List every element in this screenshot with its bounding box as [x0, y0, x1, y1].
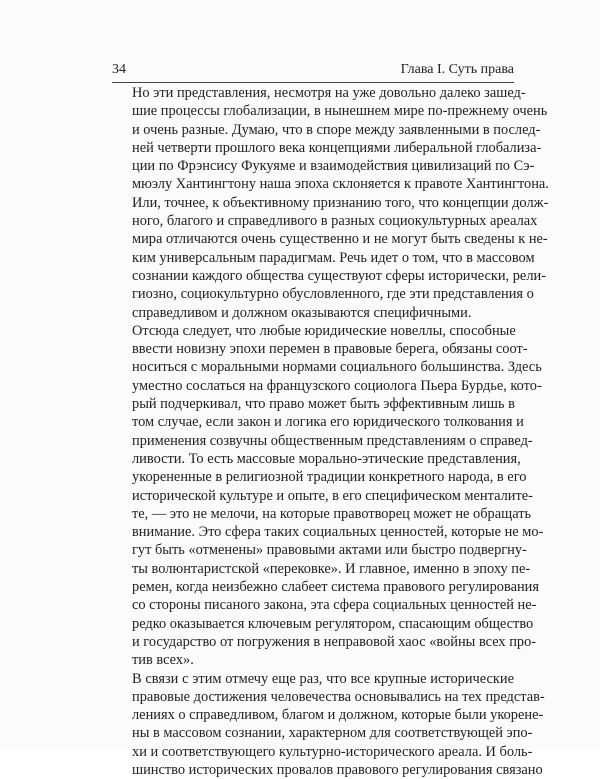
text-line: В связи с этим отмечу еще раз, что все крупные исторические [112, 670, 514, 688]
text-line: носиться с моральными нормами социального большинства. Здесь [112, 358, 514, 376]
text-line: со стороны писаного закона, эта сфера социальных ценностей не- [112, 596, 514, 614]
text-line: ты волюнтаристской «перековке». И главное, именно в эпоху пе- [112, 560, 514, 578]
text-line: Но эти представления, несмотря на уже довольно далеко зашед- [112, 84, 514, 102]
text-line: и государство от погружения в неправовой хаос «войны всех про- [112, 633, 514, 651]
page-header [112, 60, 514, 80]
text-line: мюэлу Хантингтону наша эпоха склоняется к правоте Хантингтона. [112, 175, 514, 193]
text-line: Или, точнее, к объективному признанию того, что концепции долж- [112, 194, 514, 212]
text-line: шие процессы глобализации, в нынешнем мире по-прежнему очень [112, 102, 514, 120]
text-line: ливости. То есть массовые морально-этические представления, [112, 450, 514, 468]
text-line: гиозно, социокультурно обусловленного, где эти представления о [112, 285, 514, 303]
text-line: сознании каждого общества существуют сферы исторически, рели- [112, 267, 514, 285]
text-line: и очень разные. Думаю, что в споре между заявленными в послед- [112, 121, 514, 139]
body-text [112, 84, 514, 779]
text-line: правовые достижения человечества основывались на тех представ- [112, 688, 514, 706]
text-line: ней четверти прошлого века концепциями либеральной глобализа- [112, 139, 514, 157]
text-line: редко оказывается ключевым регулятором, спасающим общество [112, 615, 514, 633]
text-line: внимание. Это сфера таких социальных ценностей, которые не мо- [112, 523, 514, 541]
running-head: Глава I. Суть права [401, 60, 514, 80]
text-line: справедливом и должном оказываются специфичными. [112, 304, 514, 322]
paragraph [112, 84, 514, 322]
text-line: мира отличаются очень существенно и не могут быть сведены к не- [112, 230, 514, 248]
text-line: тив всех». [112, 651, 514, 669]
text-line: том случае, если закон и логика его юридического толкования и [112, 413, 514, 431]
paragraph [112, 670, 514, 779]
page-number: 34 [112, 60, 126, 80]
text-line: рый подчеркивал, что право может быть эффективным лишь в [112, 395, 514, 413]
text-line: ремен, когда неизбежно слабеет система правового регулирования [112, 578, 514, 596]
text-line: ким универсальным парадигмам. Речь идет о том, что в массовом [112, 249, 514, 267]
text-line: уместно сослаться на французского социолога Пьера Бурдье, кото- [112, 377, 514, 395]
header-rule [112, 82, 514, 83]
paragraph [112, 322, 514, 670]
text-line: ции по Фрэнсису Фукуяме и взаимодействия цивилизаций по Сэ- [112, 157, 514, 175]
text-line: ного, благого и справедливого в разных социокультурных ареалах [112, 212, 514, 230]
text-line: ны в массовом сознании, характерном для соответствующей эпо- [112, 724, 514, 742]
text-line: Отсюда следует, что любые юридические новеллы, способные [112, 322, 514, 340]
text-line: гут быть «отменены» правовыми актами или быстро подвергну- [112, 541, 514, 559]
text-line: ввести новизну эпохи перемен в правовые берега, обязаны соот- [112, 340, 514, 358]
text-line: хи и соответствующего культурно-исторического ареала. И боль- [112, 743, 514, 761]
text-line: те, — это не мелочи, на которые правотворец может не обращать [112, 505, 514, 523]
text-line: исторической культуре и опыте, в его специфическом менталите- [112, 487, 514, 505]
text-line: лениях о справедливом, благом и должном, которые были укорене- [112, 706, 514, 724]
text-line: укорененные в религиозной традиции конкретного народа, в его [112, 468, 514, 486]
text-line: шинство исторических провалов правового регулирования связано [112, 761, 514, 779]
text-line: применения созвучны общественным представлениям о справед- [112, 432, 514, 450]
